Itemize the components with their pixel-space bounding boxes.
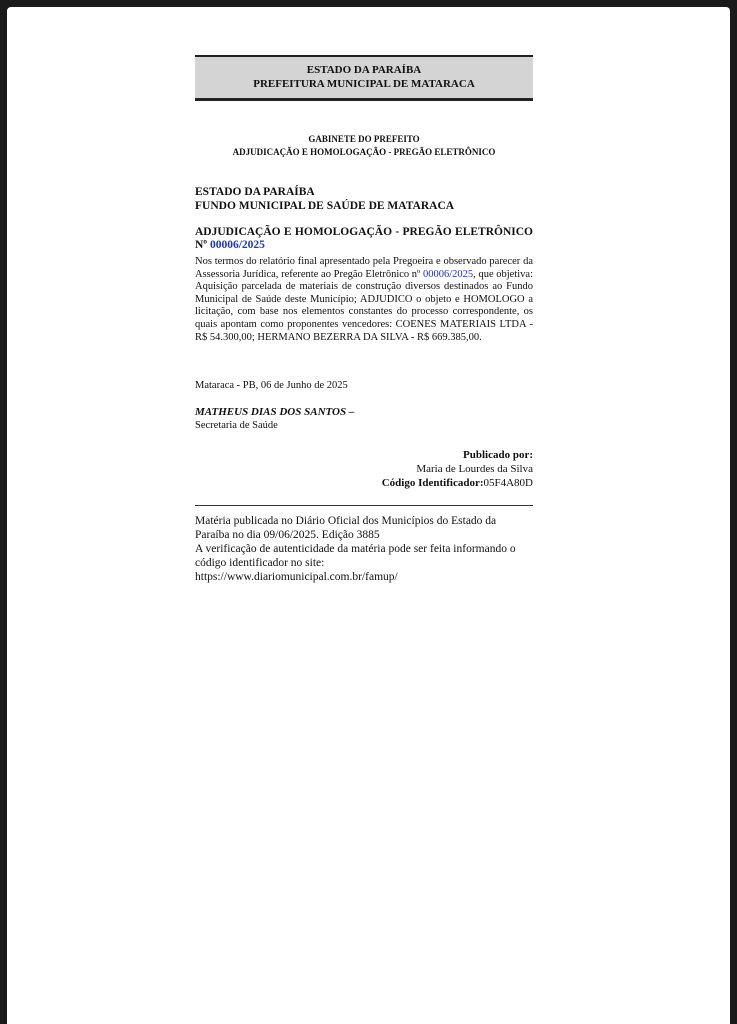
identifier-code-row xyxy=(195,476,533,490)
entity-heading xyxy=(195,185,533,213)
identifier-code-label: Código Identificador: xyxy=(381,477,484,489)
act-title-text: ADJUDICAÇÃO E HOMOLOGAÇÃO - PREGÃO ELETRÔNICO Nº xyxy=(195,226,533,251)
publication-info xyxy=(195,448,533,490)
entity-state: ESTADO DA PARAÍBA xyxy=(195,186,315,198)
act-body-part2: , que objetiva: Aquisição parcelada de materiais de construção diversos destinados ao Fundo Municipal de Saúde deste Município; ADJUDICO o objeto e HOMOLOGO a licitação, com base nos elementos constantes do processo correspondente, os quais apontam como proponentes vencedores: COENES MATERIAIS LTDA - R$ 54.300,00; HERMANO BEZERRA DA SILVA - R$ 669.385,00. xyxy=(195,268,533,343)
header-municipality: PREFEITURA MUNICIPAL DE MATARACA xyxy=(253,78,475,90)
document-footer xyxy=(195,514,533,584)
act-date: Mataraca - PB, 06 de Junho de 2025 xyxy=(195,380,348,391)
publisher-name: Maria de Lourdes da Silva xyxy=(416,463,533,475)
footer-verification-note: A verificação de autenticidade da matéria pode ser feita informando o código identificador no site: xyxy=(195,543,516,569)
footer-url[interactable]: https://www.diariomunicipal.com.br/famup/ xyxy=(195,571,398,583)
act-title xyxy=(195,226,533,252)
entity-fund: FUNDO MUNICIPAL DE SAÚDE DE MATARACA xyxy=(195,200,455,212)
footer-divider xyxy=(195,505,533,506)
footer-publication-note: Matéria publicada no Diário Oficial dos Municípios do Estado da Paraíba no dia 09/06/2025. Edição 3885 xyxy=(195,515,497,541)
signatory-role: Secretaria de Saúde xyxy=(195,420,278,431)
cabinet-office: GABINETE DO PREFEITO xyxy=(308,134,420,144)
act-body-part1: Nos termos do relatório final apresentado pela Pregoeira e observado parecer da Assessoria Jurídica, referente ao Pregão Eletrônico nº xyxy=(195,256,533,280)
cabinet-subject: ADJUDICAÇÃO E HOMOLOGAÇÃO - PREGÃO ELETRÔNICO xyxy=(232,147,496,157)
cabinet-heading xyxy=(195,133,533,159)
act-body-number-link[interactable]: 00006/2025 xyxy=(422,268,474,280)
header-state: ESTADO DA PARAÍBA xyxy=(306,64,422,76)
signatory-name: MATHEUS DIAS DOS SANTOS – xyxy=(195,406,355,418)
act-number-link[interactable]: 00006/2025 xyxy=(209,239,265,251)
published-by-label: Publicado por: xyxy=(463,449,533,461)
identifier-code: 05F4A80D xyxy=(483,477,533,489)
act-body xyxy=(195,256,533,344)
document-header xyxy=(195,55,533,101)
